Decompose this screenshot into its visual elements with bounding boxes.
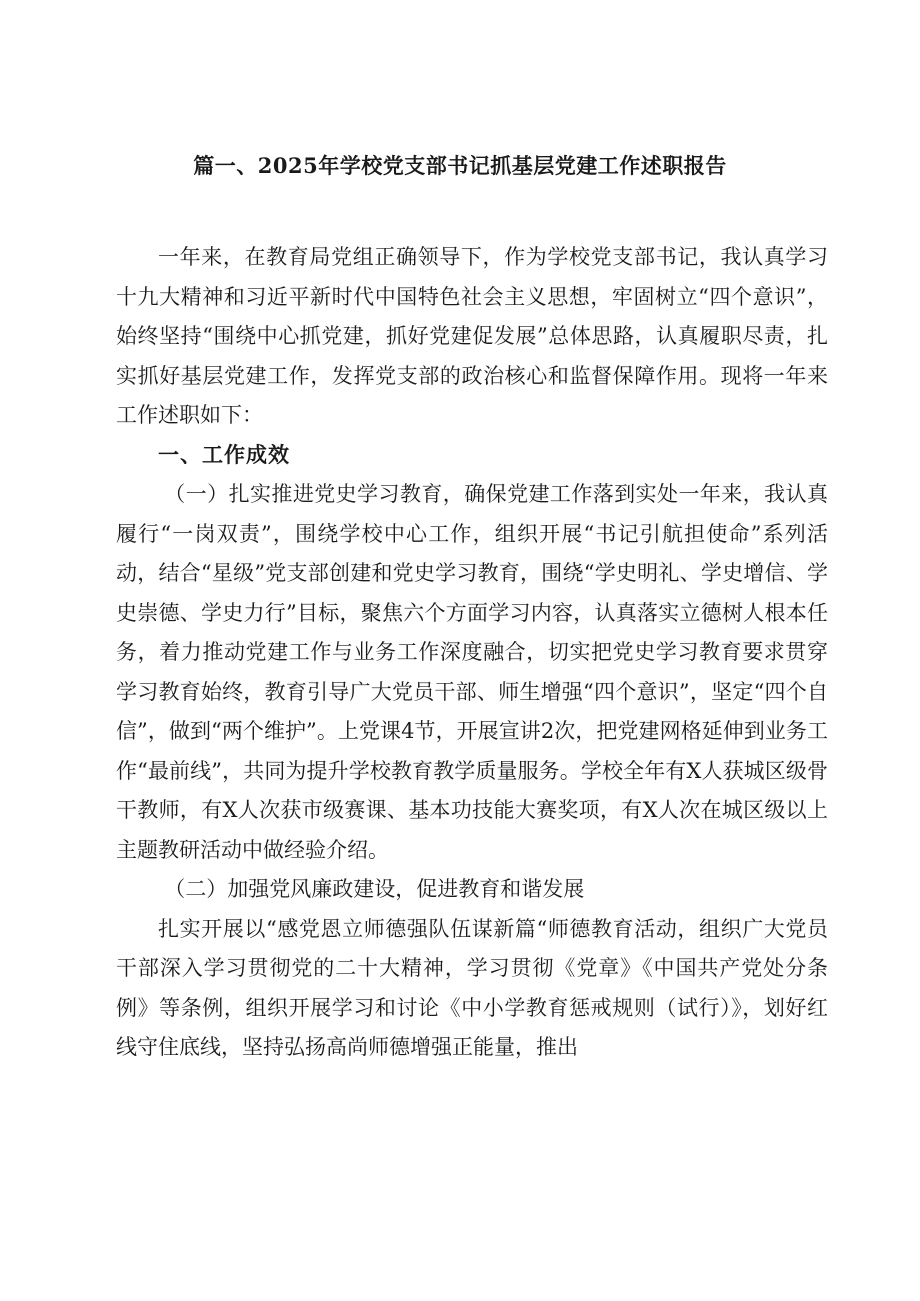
document-body bbox=[116, 238, 828, 1068]
document-title: 篇一、2025年学校党支部书记抓基层党建工作述职报告 bbox=[193, 153, 727, 178]
intro-paragraph: 一年来，在教育局党组正确领导下，作为学校党支部书记，我认真学习十九大精神和习近平新时代中国特色社会主义思想，牢固树立“四个意识”，始终坚持“围绕中心抓党建，抓好党建促发展”总体思路，认真履职尽责，扎实抓好基层党建工作，发挥党支部的政治核心和监督保障作用。现将一年来工作述职如下： bbox=[116, 245, 828, 427]
section-heading: 一、工作成效 bbox=[158, 442, 290, 467]
body-paragraph: 扎实开展以“感党恩立师德强队伍谋新篇“师德教育活动，组织广大党员干部深入学习贯彻党的二十大精神，学习贯彻《党章》《中国共产党处分条例》等条例，组织开展学习和讨论《中小学教育惩戒规则（试行）》，划好红线守住底线，坚持弘扬高尚师德增强正能量，推出 bbox=[116, 916, 828, 1059]
subsection-paragraph: （一）扎实推进党史学习教育，确保党建工作落到实处一年来，我认真履行“一岗双责”，围绕学校中心工作，组织开展“书记引航担使命”系列活动，结合“星级”党支部创建和党史学习教育，围绕“学史明礼、学史增信、学史崇德、学史力行”目标，聚焦六个方面学习内容，认真落实立德树人根本任务，着力推动党建工作与业务工作深度融合，切实把党史学习教育要求贯穿学习教育始终，教育引导广大党员干部、师生增强“四个意识”，坚定“四个自信”，做到“两个维护”。上党课4节，开展宣讲2次，把党建网格延伸到业务工作“最前线”，共同为提升学校教育教学质量服务。学校全年有X人获城区级骨干教师，有X人次获市级赛课、基本功技能大赛奖项，有X人次在城区级以上主题教研活动中做经验介绍。 bbox=[116, 482, 828, 862]
subsection-heading: （二）加强党风廉政建设，促进教育和谐发展 bbox=[164, 877, 585, 901]
